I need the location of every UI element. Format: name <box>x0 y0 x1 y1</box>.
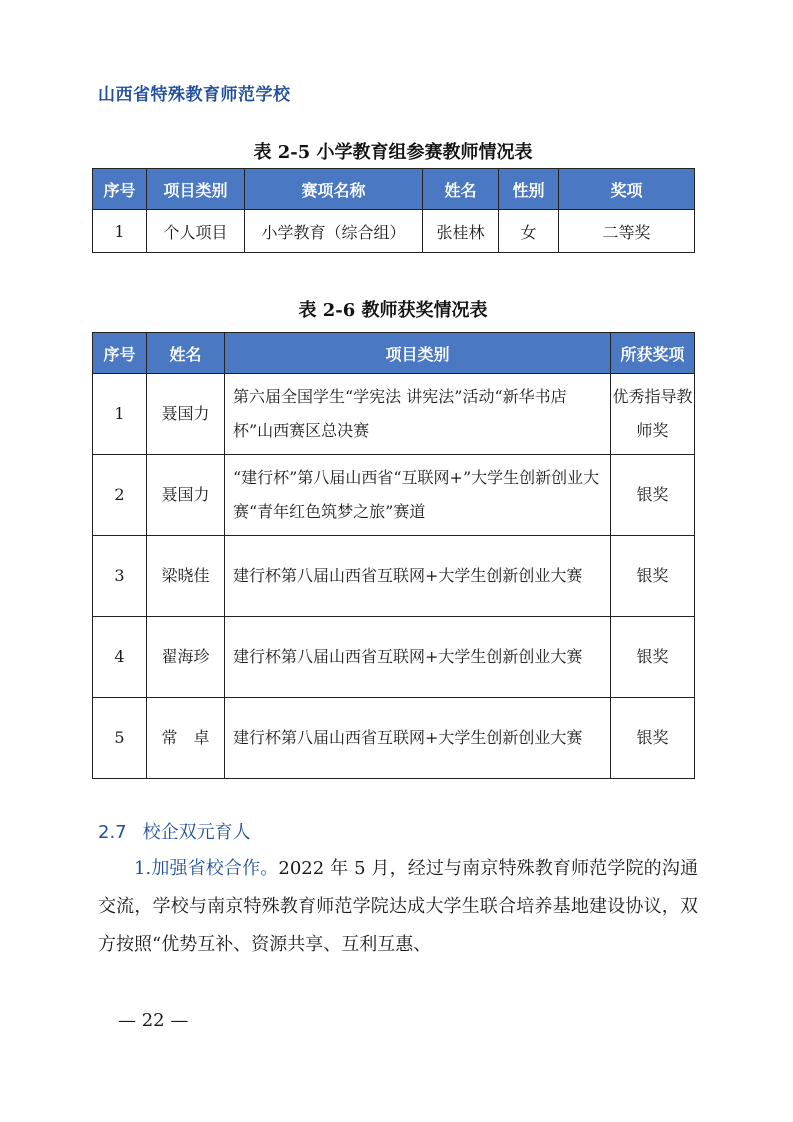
table-row <box>93 374 695 455</box>
cell-no: 2 <box>93 455 147 536</box>
cell-award: 银奖 <box>611 455 695 536</box>
cell-name: 张桂林 <box>423 210 499 253</box>
cell-no: 1 <box>93 374 147 455</box>
cell-category: 个人项目 <box>147 210 245 253</box>
header-cell: 项目类别 <box>225 333 611 374</box>
header-cell: 赛项名称 <box>245 169 423 210</box>
section-paragraph <box>98 850 698 964</box>
table-row <box>93 210 695 253</box>
cell-award: 银奖 <box>611 536 695 617</box>
cell-no: 4 <box>93 617 147 698</box>
table1-caption: 表 2-5 小学教育组参赛教师情况表 <box>253 142 533 163</box>
teacher-awards-table <box>92 332 695 779</box>
cell-gender: 女 <box>499 210 559 253</box>
cell-project: 建行杯第八届山西省互联网+大学生创新创业大赛 <box>225 536 611 617</box>
paragraph-body: 2022 年 5 月，经过与南京特殊教育师范学院的沟通交流，学校与南京特殊教育师范学院达成大学生联合培养基地建设协议，双方按照“优势互补、资源共享、互利互惠、 <box>98 858 698 955</box>
table-row <box>93 698 695 779</box>
table-header-row <box>93 333 695 374</box>
cell-award: 二等奖 <box>559 210 695 253</box>
table-row <box>93 455 695 536</box>
header-cell: 序号 <box>93 333 147 374</box>
table-row <box>93 617 695 698</box>
page-number: — 22 — <box>118 1010 189 1031</box>
header-cell: 性别 <box>499 169 559 210</box>
section-title: 校企双元育人 <box>142 822 251 843</box>
cell-name: 梁晓佳 <box>147 536 225 617</box>
cell-no: 5 <box>93 698 147 779</box>
cell-no: 3 <box>93 536 147 617</box>
cell-name: 聂国力 <box>147 374 225 455</box>
cell-award: 优秀指导教师奖 <box>611 374 695 455</box>
table-row <box>93 536 695 617</box>
header-cell: 姓名 <box>147 333 225 374</box>
cell-event: 小学教育（综合组） <box>245 210 423 253</box>
paragraph-lead: 1.加强省校合作。 <box>134 858 279 879</box>
cell-project: 第六届全国学生“学宪法 讲宪法”活动“新华书店杯”山西赛区总决赛 <box>225 374 611 455</box>
table2-caption: 表 2-6 教师获奖情况表 <box>298 300 488 321</box>
section-heading <box>98 818 251 844</box>
header-cell: 奖项 <box>559 169 695 210</box>
cell-award: 银奖 <box>611 698 695 779</box>
header-cell: 所获奖项 <box>611 333 695 374</box>
contest-teachers-table <box>92 168 695 253</box>
cell-name: 常 卓 <box>147 698 225 779</box>
cell-no: 1 <box>93 210 147 253</box>
cell-award: 银奖 <box>611 617 695 698</box>
section-number: 2.7 <box>98 822 127 843</box>
cell-project: “建行杯”第八届山西省“互联网+”大学生创新创业大赛“青年红色筑梦之旅”赛道 <box>225 455 611 536</box>
cell-project: 建行杯第八届山西省互联网+大学生创新创业大赛 <box>225 698 611 779</box>
cell-name: 聂国力 <box>147 455 225 536</box>
table-header-row <box>93 169 695 210</box>
header-cell: 项目类别 <box>147 169 245 210</box>
cell-project: 建行杯第八届山西省互联网+大学生创新创业大赛 <box>225 617 611 698</box>
header-cell: 姓名 <box>423 169 499 210</box>
cell-name: 翟海珍 <box>147 617 225 698</box>
school-header: 山西省特殊教育师范学校 <box>98 85 291 105</box>
header-cell: 序号 <box>93 169 147 210</box>
